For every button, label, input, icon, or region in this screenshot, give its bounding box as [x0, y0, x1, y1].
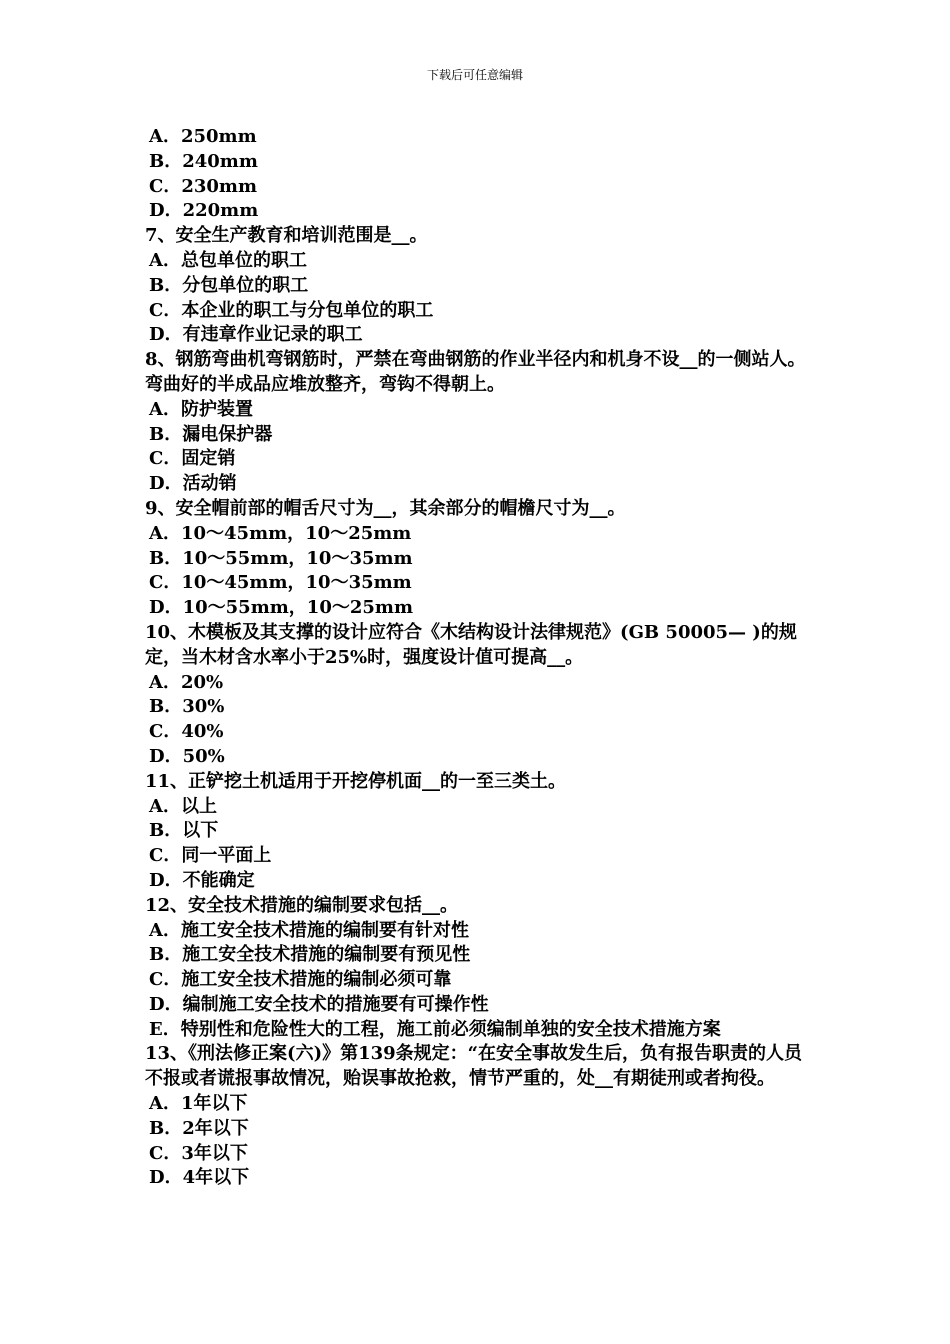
answer-option: A．1年以下	[149, 1093, 248, 1115]
question-stem: 12、安全技术措施的编制要求包括__。	[145, 894, 459, 916]
answer-option: D．50%	[149, 745, 225, 767]
answer-option: B．10～55mm，10～35mm	[149, 547, 413, 569]
question-stem: 9、安全帽前部的帽舌尺寸为__，其余部分的帽檐尺寸为__。	[145, 497, 626, 519]
answer-option: B．漏电保护器	[149, 423, 273, 445]
answer-option: B．240mm	[149, 150, 258, 172]
answer-option: D．不能确定	[149, 869, 255, 891]
answer-option: B．分包单位的职工	[149, 274, 309, 296]
answer-option: D．有违章作业记录的职工	[149, 324, 363, 346]
answer-option: B．2年以下	[149, 1117, 249, 1139]
page-header: 下载后可任意编辑	[426, 68, 523, 82]
answer-option: C．40%	[149, 721, 224, 743]
question-stem: 8、钢筋弯曲机弯钢筋时，严禁在弯曲钢筋的作业半径内和机身不设__的一侧站人。弯曲好的半成品应堆放整齐，弯钩不得朝上。	[145, 349, 806, 395]
answer-option: D．4年以下	[149, 1167, 250, 1189]
answer-option: B．以下	[149, 820, 219, 842]
answer-option: D．活动销	[149, 473, 237, 495]
answer-option: D．10～55mm，10～25mm	[149, 597, 413, 619]
answer-option: B．30%	[149, 696, 225, 718]
answer-option: C．3年以下	[149, 1142, 248, 1164]
question-stem: 13、《刑法修正案(六)》第139条规定：“在安全事故发生后，负有报告职责的人员不报或者谎报事故情况，贻误事故抢救，情节严重的，处__有期徒刑或者拘役。	[145, 1043, 803, 1090]
answer-option: D．220mm	[149, 200, 259, 222]
answer-option: C．10～45mm，10～35mm	[149, 572, 412, 594]
answer-option: A．20%	[149, 671, 224, 693]
answer-option: C．施工安全技术措施的编制必须可靠	[149, 969, 452, 991]
answer-option: C．230mm	[149, 175, 257, 197]
answer-option: C．同一平面上	[149, 845, 272, 867]
answer-option: A．总包单位的职工	[149, 249, 307, 271]
question-stem: 7、安全生产教育和培训范围是__。	[145, 225, 428, 247]
answer-option: A．施工安全技术措施的编制要有针对性	[149, 919, 469, 941]
answer-option: C．本企业的职工与分包单位的职工	[149, 299, 434, 321]
answer-option: E．特别性和危险性大的工程，施工前必须编制单独的安全技术措施方案	[149, 1018, 721, 1040]
answer-option: A．250mm	[149, 126, 257, 147]
answer-option: B．施工安全技术措施的编制要有预见性	[149, 944, 471, 966]
question-stem: 10、木模板及其支撑的设计应符合《木结构设计法律规范》(GB 50005— )的规定，当木材含水率小于25%时，强度设计值可提高__。	[145, 621, 797, 668]
question-list	[145, 125, 815, 1191]
answer-option: C．固定销	[149, 448, 236, 470]
answer-option: D．编制施工安全技术的措施要有可操作性	[149, 993, 489, 1015]
answer-option: A．以上	[149, 795, 217, 817]
question-stem: 11、正铲挖土机适用于开挖停机面__的一至三类土。	[145, 770, 567, 792]
answer-option: A．防护装置	[149, 398, 253, 420]
answer-option: A．10～45mm，10～25mm	[149, 522, 412, 544]
